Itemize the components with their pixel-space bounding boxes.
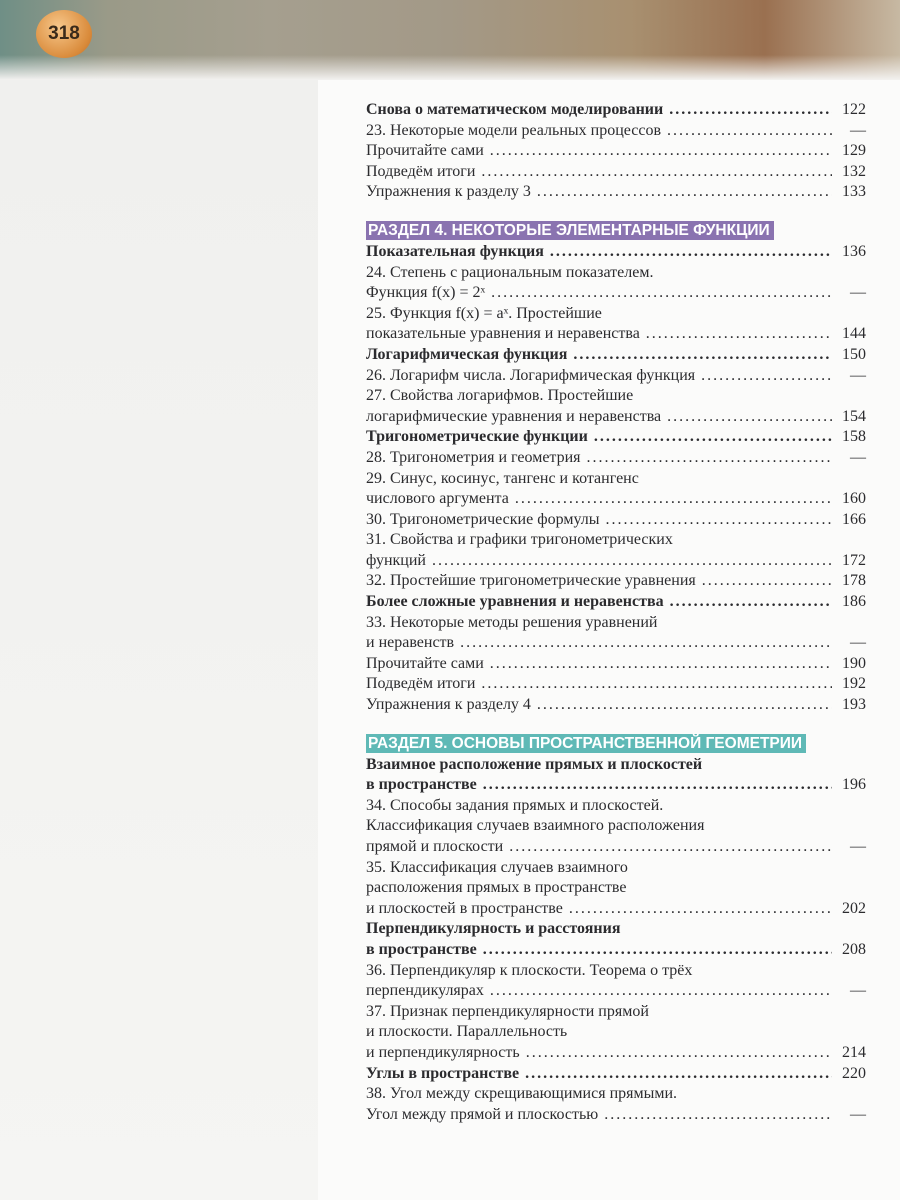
toc-entry: [366, 489, 866, 510]
leader-dots: [432, 551, 832, 572]
toc-block-section3-end: [366, 100, 866, 203]
entry-page-number: 133: [842, 183, 866, 201]
entry-text: 27. Свойства логарифмов. Простейшие: [366, 387, 634, 405]
entry-page-number: —: [850, 982, 866, 1000]
leader-dots: [604, 1105, 832, 1126]
entry-text: и неравенств: [366, 634, 455, 652]
leader-dots: [667, 407, 832, 428]
toc-entry: [366, 1002, 866, 1023]
entry-page-number: 144: [842, 325, 866, 343]
toc-entry: [366, 981, 866, 1002]
entry-text: функций: [366, 551, 426, 569]
entry-text: 28. Тригонометрия и геометрия: [366, 448, 581, 466]
entry-page-number: 193: [842, 696, 866, 714]
entry-text: Тригонометрические функции: [366, 428, 588, 446]
entry-text: расположения прямых в пространстве: [366, 879, 627, 897]
entry-page-number: 136: [842, 242, 866, 260]
leader-dots: [669, 100, 832, 121]
leader-dots: [526, 1043, 832, 1064]
entry-text: Логарифмическая функция: [366, 345, 568, 363]
toc-entry: [366, 324, 866, 345]
entry-page-number: —: [850, 448, 866, 466]
toc-entry: [366, 695, 866, 716]
entry-page-number: 186: [842, 593, 866, 611]
entry-page-number: 178: [842, 572, 866, 590]
entry-text: и плоскостей в пространстве: [366, 899, 563, 917]
toc-entry: [366, 386, 866, 407]
toc-entry: [366, 899, 866, 920]
facing-page-margin: [0, 80, 318, 1200]
entry-text: 32. Простейшие тригонометрические уравнения: [366, 572, 696, 590]
entry-text: перпендикулярах: [366, 982, 484, 1000]
toc-entry: [366, 613, 866, 634]
leader-dots: [670, 592, 832, 613]
entry-text: показательные уравнения и неравенства: [366, 325, 640, 343]
entry-text: 33. Некоторые методы решения уравнений: [366, 613, 658, 631]
leader-dots: [483, 775, 832, 796]
toc-heading-entry: [366, 1064, 866, 1085]
toc-entry: [366, 796, 866, 817]
page-number-badge: [36, 10, 92, 58]
leader-dots: [515, 489, 832, 510]
leader-dots: [537, 695, 832, 716]
toc-entry: [366, 961, 866, 982]
entry-text: Упражнения к разделу 4: [366, 696, 531, 714]
entry-page-number: 154: [842, 407, 866, 425]
entry-text: Более сложные уравнения и неравенства: [366, 593, 664, 611]
entry-text: 36. Перпендикуляр к плоскости. Теорема о трёх: [366, 961, 693, 979]
toc-heading-entry: [366, 592, 866, 613]
leader-dots: [573, 345, 832, 366]
entry-page-number: 132: [842, 162, 866, 180]
entry-page-number: 208: [842, 940, 866, 958]
entry-text: в пространстве: [366, 940, 477, 958]
entry-text: 25. Функция f(x) = aˣ. Простейшие: [366, 304, 602, 322]
toc-heading-entry: [366, 755, 866, 776]
toc-entry: [366, 510, 866, 531]
entry-page-number: —: [850, 1105, 866, 1123]
entry-text: Углы в пространстве: [366, 1064, 520, 1082]
entry-text: 38. Угол между скрещивающимися прямыми.: [366, 1085, 678, 1103]
toc-entry: [366, 366, 866, 387]
toc-entry: [366, 530, 866, 551]
entry-page-number: 129: [842, 142, 866, 160]
section5-entries: [366, 755, 866, 1126]
entry-page-number: 220: [842, 1064, 866, 1082]
leader-dots: [490, 981, 832, 1002]
entry-text: Прочитайте сами: [366, 654, 484, 672]
entry-page-number: 214: [842, 1043, 866, 1061]
entry-text: Функция f(x) = 2ˣ: [366, 284, 486, 302]
entry-text: 31. Свойства и графики тригонометрических: [366, 531, 673, 549]
entry-text: 37. Признак перпендикулярности прямой: [366, 1002, 649, 1020]
entry-text: числового аргумента: [366, 490, 509, 508]
toc-entry: [366, 1105, 866, 1126]
entry-page-number: 150: [842, 345, 866, 363]
entry-text: 34. Способы задания прямых и плоскостей.: [366, 796, 664, 814]
toc-entry: [366, 551, 866, 572]
entry-page-number: 158: [842, 428, 866, 446]
toc-heading-entry: [366, 345, 866, 366]
leader-dots: [509, 837, 832, 858]
toc-entry: [366, 162, 866, 183]
leader-dots: [483, 940, 832, 961]
table-of-contents: [366, 100, 866, 1125]
section5-header: РАЗДЕЛ 5. ОСНОВЫ ПРОСТРАНСТВЕННОЙ ГЕОМЕТРИИ: [366, 734, 806, 753]
toc-entry: [366, 407, 866, 428]
leader-dots: [490, 141, 832, 162]
leader-dots: [550, 242, 832, 263]
leader-dots: [481, 674, 832, 695]
leader-dots: [537, 182, 832, 203]
entry-page-number: 196: [842, 776, 866, 794]
header-illustration: [0, 0, 900, 80]
leader-dots: [490, 654, 832, 675]
entry-page-number: —: [850, 121, 866, 139]
entry-text: Подведём итоги: [366, 675, 476, 693]
toc-entry: [366, 141, 866, 162]
entry-text: Взаимное расположение прямых и плоскостей: [366, 755, 703, 773]
leader-dots: [460, 633, 832, 654]
leader-dots: [606, 510, 833, 531]
toc-entry: [366, 858, 866, 879]
entry-text: в пространстве: [366, 776, 477, 794]
entry-page-number: 122: [842, 101, 866, 118]
entry-text: Классификация случаев взаимного расположения: [366, 817, 705, 835]
toc-heading-entry: [366, 775, 866, 796]
leader-dots: [491, 283, 832, 304]
toc-entry: [366, 448, 866, 469]
entry-page-number: 202: [842, 899, 866, 917]
section4-header: РАЗДЕЛ 4. НЕКОТОРЫЕ ЭЛЕМЕНТАРНЫЕ ФУНКЦИИ: [366, 221, 774, 240]
toc-heading-entry: [366, 427, 866, 448]
entry-page-number: 160: [842, 490, 866, 508]
entry-text: 30. Тригонометрические формулы: [366, 510, 600, 528]
leader-dots: [701, 366, 832, 387]
entry-text: Снова о математическом моделировании: [366, 101, 664, 118]
entry-page-number: 166: [842, 510, 866, 528]
toc-entry: [366, 1084, 866, 1105]
entry-text: логарифмические уравнения и неравенства: [366, 407, 662, 425]
toc-entry: [366, 816, 866, 837]
leader-dots: [481, 162, 832, 183]
entry-text: Прочитайте сами: [366, 142, 484, 160]
entry-text: 24. Степень с рациональным показателем.: [366, 263, 654, 281]
toc-entry: [366, 878, 866, 899]
leader-dots: [646, 324, 832, 345]
entry-text: и плоскости. Параллельность: [366, 1023, 568, 1041]
entry-text: прямой и плоскости: [366, 838, 504, 855]
section4-entries: [366, 242, 866, 716]
toc-entry: [366, 283, 866, 304]
leader-dots: [587, 448, 832, 469]
toc-entry: [366, 1043, 866, 1064]
entry-text: 29. Синус, косинус, тангенс и котангенс: [366, 469, 639, 487]
toc-entry: [366, 633, 866, 654]
toc-entry: [366, 304, 866, 325]
leader-dots: [569, 899, 832, 920]
entry-page-number: —: [850, 366, 866, 384]
entry-page-number: 172: [842, 551, 866, 569]
toc-entry: [366, 571, 866, 592]
leader-dots: [525, 1064, 832, 1085]
toc-entry: [366, 182, 866, 203]
entry-text: 26. Логарифм числа. Логарифмическая функция: [366, 366, 696, 384]
leader-dots: [702, 571, 832, 592]
toc-entry: [366, 1022, 866, 1043]
toc-entry: [366, 654, 866, 675]
leader-dots: [594, 427, 832, 448]
entry-page-number: 190: [842, 654, 866, 672]
toc-entry: [366, 674, 866, 695]
entry-page-number: —: [850, 284, 866, 302]
page-number: 318: [48, 23, 80, 44]
toc-heading-entry: [366, 940, 866, 961]
entry-text: Угол между прямой и плоскостью: [366, 1105, 599, 1123]
entry-page-number: —: [850, 634, 866, 652]
entry-text: 35. Классификация случаев взаимного: [366, 858, 628, 876]
entry-page-number: 192: [842, 675, 866, 693]
entry-page-number: —: [850, 838, 866, 855]
leader-dots: [667, 121, 832, 142]
toc-entry: [366, 263, 866, 284]
entry-text: Подведём итоги: [366, 162, 476, 180]
entry-text: Перпендикулярность и расстояния: [366, 920, 621, 938]
entry-text: 23. Некоторые модели реальных процессов: [366, 121, 662, 139]
toc-entry: [366, 469, 866, 490]
toc-heading-entry: [366, 242, 866, 263]
toc-entry: [366, 837, 866, 858]
entry-text: Показательная функция: [366, 242, 544, 260]
toc-heading-entry: [366, 100, 866, 121]
entry-text: Упражнения к разделу 3: [366, 183, 531, 201]
toc-entry: [366, 121, 866, 142]
toc-heading-entry: [366, 919, 866, 940]
entry-text: и перпендикулярность: [366, 1043, 520, 1061]
